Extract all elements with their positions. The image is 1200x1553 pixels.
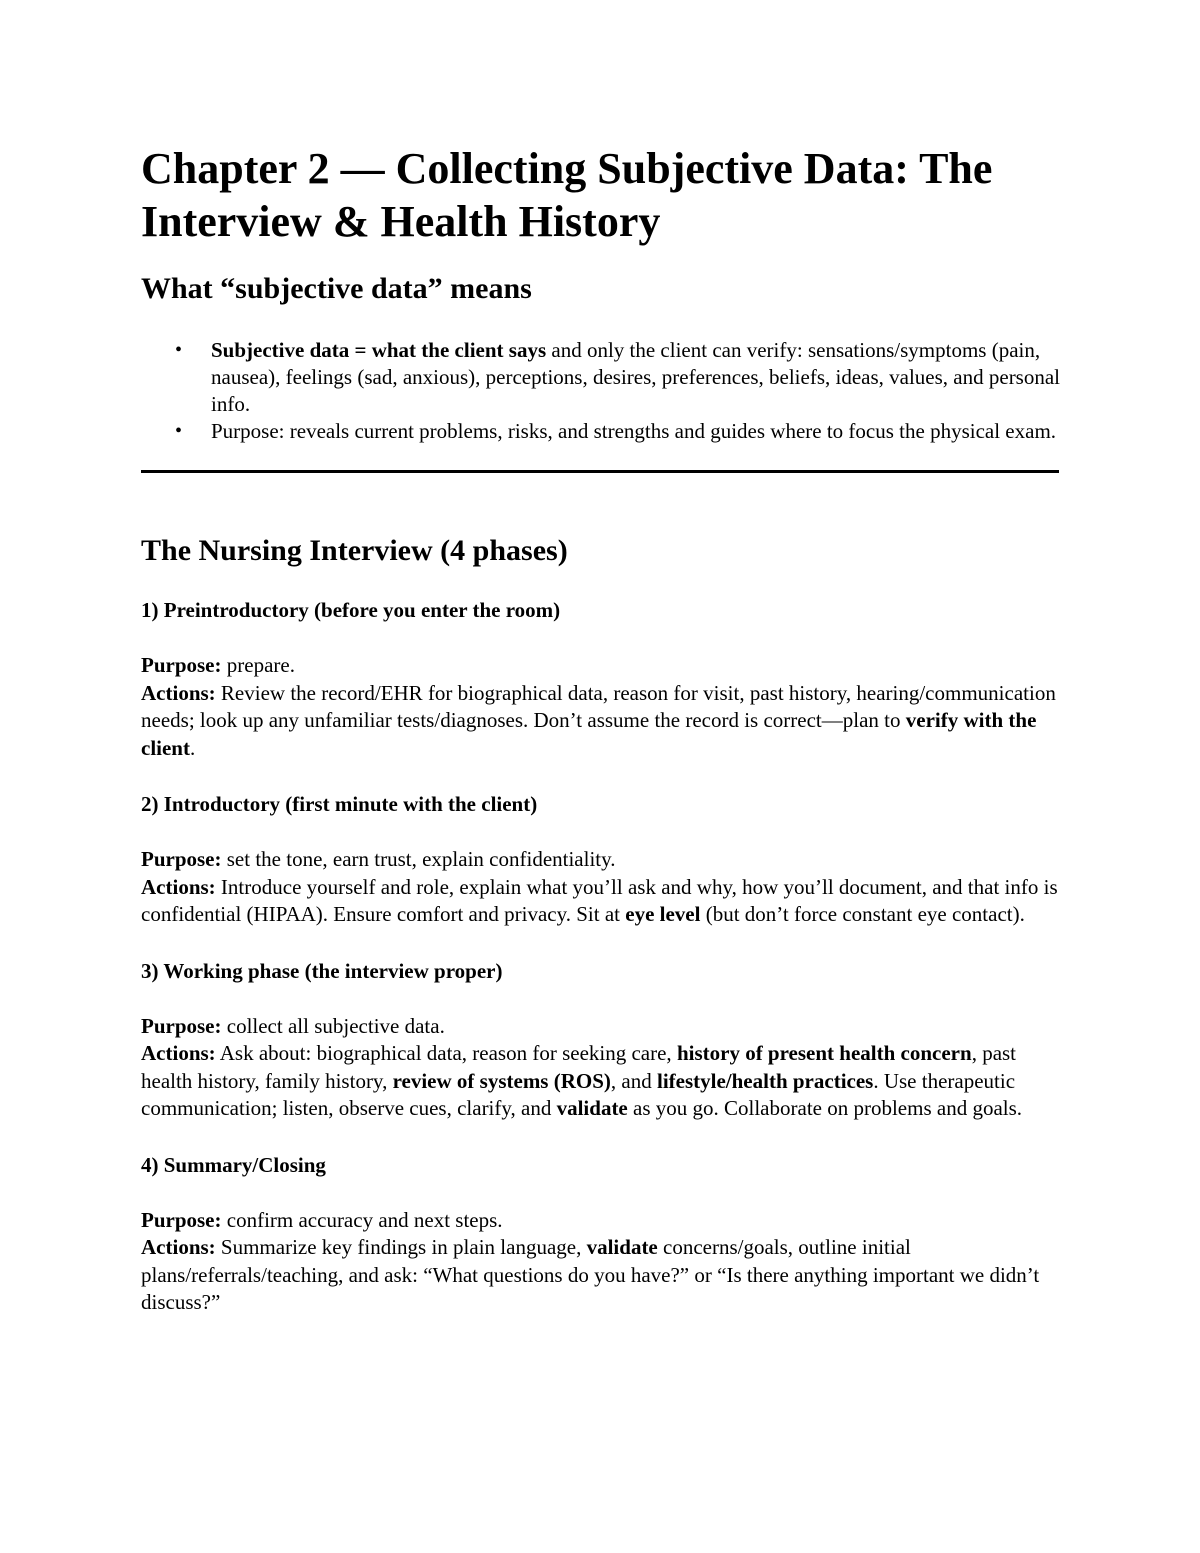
actions-text: .: [189, 735, 196, 760]
phase-actions: [141, 874, 1061, 929]
phase-actions: [141, 1234, 1061, 1317]
horizontal-divider: [141, 470, 1059, 473]
actions-label: Actions:: [141, 680, 216, 705]
phase-heading: 4) Summary/Closing: [141, 1152, 326, 1177]
subjective-data-bullet-list: [141, 337, 1061, 445]
bold-term: validate: [556, 1096, 628, 1120]
actions-text: concerns/goals, outline initial plans/referrals/teaching, and ask: “What questions do you have?” or “Is there anything important we didn’t discuss?”: [141, 1235, 1040, 1314]
bold-term: Subjective data = what the client says: [211, 338, 547, 362]
phase-actions: [141, 1040, 1061, 1123]
list-item: [175, 418, 1061, 445]
purpose-text: prepare.: [221, 653, 295, 677]
bullet-text: and only the client can verify: sensations/symptoms (pain, nausea), feelings (sad, anxious), perceptions, desires, preferences, beliefs, ideas, values, and personal info.: [211, 338, 1061, 416]
purpose-label: Purpose:: [141, 847, 222, 871]
bullet-icon: •: [175, 420, 183, 442]
bold-term: eye level: [625, 902, 701, 926]
purpose-text: set the tone, earn trust, explain confidentiality.: [221, 847, 616, 871]
actions-label: Actions:: [141, 1235, 216, 1259]
phase-purpose: [141, 846, 1061, 874]
section-heading-subjective-data: What “subjective data” means: [141, 272, 532, 305]
phase-purpose: [141, 1013, 1061, 1041]
actions-text: , and: [610, 1068, 657, 1093]
bold-term: validate: [586, 1235, 658, 1259]
purpose-text: collect all subjective data.: [221, 1013, 445, 1038]
purpose-label: Purpose:: [141, 653, 222, 677]
phase-heading: 3) Working phase (the interview proper): [141, 958, 503, 983]
section-heading-nursing-interview: The Nursing Interview (4 phases): [141, 534, 568, 567]
bold-term: lifestyle/health practices: [656, 1068, 874, 1093]
actions-text: Introduce yourself and role, explain what you’ll ask and why, how you’ll document, and that info is confidential (HIPAA). Ensure comfort and privacy. Sit at: [141, 874, 1058, 926]
bold-term: history of present health concern: [676, 1041, 972, 1065]
actions-text: (but don’t force constant eye contact).: [700, 902, 1025, 926]
phase-heading: 1) Preintroductory (before you enter the room): [141, 598, 561, 622]
phase-purpose: [141, 652, 1061, 680]
phase-purpose: [141, 1207, 1061, 1235]
bullet-text: Purpose: reveals current problems, risks, and strengths and guides where to focus the physical exam.: [211, 419, 1057, 443]
actions-text: Summarize key findings in plain language,: [215, 1235, 587, 1259]
chapter-title: Chapter 2 — Collecting Subjective Data: The Interview & Health History: [141, 144, 993, 246]
purpose-label: Purpose:: [141, 1013, 222, 1038]
document-page: [141, 142, 1061, 1317]
purpose-label: Purpose:: [141, 1207, 222, 1232]
actions-text: Ask about: biographical data, reason for seeking care,: [215, 1041, 677, 1065]
bold-term: review of systems (ROS): [392, 1068, 611, 1093]
bullet-icon: •: [175, 339, 183, 361]
actions-label: Actions:: [141, 874, 216, 899]
phase-heading: 2) Introductory (first minute with the client): [141, 792, 538, 816]
bold-term: verify with the client: [141, 708, 1037, 760]
actions-label: Actions:: [141, 1041, 216, 1065]
actions-text: Review the record/EHR for biographical data, reason for visit, past history, hearing/communication needs; look up any unfamiliar tests/diagnoses. Don’t assume the record is correct—plan to: [141, 680, 1056, 732]
phase-actions: [141, 680, 1061, 763]
actions-text: as you go. Collaborate on problems and goals.: [627, 1096, 1023, 1120]
list-item: [175, 337, 1061, 418]
actions-text: . Use therapeutic communication; listen, observe cues, clarify, and: [141, 1068, 1016, 1120]
actions-text: , past health history, family history,: [141, 1041, 1017, 1093]
purpose-text: confirm accuracy and next steps.: [221, 1207, 503, 1232]
